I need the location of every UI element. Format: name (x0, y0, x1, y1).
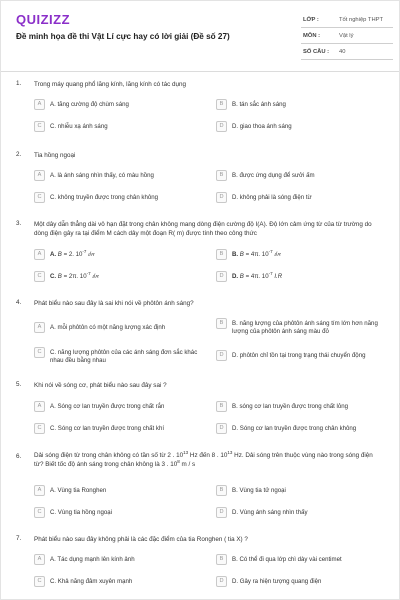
option-letter: C (34, 507, 45, 518)
option-text: B. được ứng dụng để sưởi ấm (232, 171, 315, 179)
option-text: B. năng lượng của phôtôn ánh sáng tím lớn hơn năng lượng của phôtôn ánh sáng màu đỏ (232, 319, 378, 335)
option-a[interactable] (34, 249, 204, 264)
option-letter: D (216, 350, 227, 361)
text-part: Hz. Dải sóng trên thuộc vùng nào trong sóng điện từ? Biết tốc độ ánh sáng trong chân không là 3 . 10 (34, 452, 373, 468)
option-prefix: B. (232, 250, 239, 258)
option-d[interactable] (216, 576, 386, 591)
option-letter: C (34, 192, 45, 203)
option-text: D. không phải là sóng điện từ (232, 193, 312, 201)
option-text: C. Sóng cơ lan truyền được trong chất khí (50, 424, 165, 432)
option-c[interactable] (34, 271, 204, 286)
option-c[interactable] (34, 507, 204, 522)
question-number: 3. (16, 220, 22, 227)
option-c[interactable] (34, 121, 204, 136)
option-c[interactable] (34, 192, 204, 207)
option-d[interactable] (216, 121, 386, 136)
formula-coef: 2 (68, 250, 73, 258)
option-b[interactable] (216, 485, 386, 500)
question-text: Trong máy quang phổ lăng kính, lăng kính có tác dụng (34, 81, 187, 88)
meta-value: 40 (339, 49, 346, 55)
option-d[interactable] (216, 350, 386, 365)
meta-label: LỚP : (303, 17, 319, 23)
option-text: C. nhiễu xạ ánh sáng (50, 122, 108, 130)
text-exponent: 13 (227, 449, 233, 455)
formula-den: R (277, 252, 281, 258)
option-prefix: C. (50, 272, 57, 280)
option-a[interactable] (34, 322, 204, 337)
option-letter: B (216, 99, 227, 110)
option-letter: C (34, 121, 45, 132)
question-number: 7. (16, 535, 22, 542)
option-letter: B (216, 170, 227, 181)
question-text: Phát biểu nào sau đây không phải là các đặc điểm của tia Ronghen ( tia X) ? (34, 536, 248, 543)
question-text: Tia hồng ngoại (34, 152, 76, 159)
option-text: D. Gây ra hiện tượng quang điện (232, 577, 322, 585)
option-letter: C (34, 576, 45, 587)
meta-row-class (301, 12, 393, 28)
option-letter: B (216, 318, 227, 329)
option-letter: A (34, 554, 45, 565)
option-text: A. Sóng cơ lan truyền được trong chất rắn (50, 402, 165, 410)
meta-label: MÔN : (303, 33, 321, 39)
option-formula: B. B = 4π. $10^{-7}$ I/R (232, 248, 281, 258)
text-exponent: 13 (183, 449, 189, 455)
option-text: C. Vùng tia hồng ngoại (50, 508, 112, 516)
question-number: 6. (16, 453, 22, 460)
option-d[interactable] (216, 507, 386, 522)
option-text: A. Tác dụng mạnh lên kính ảnh (50, 555, 135, 563)
option-b[interactable] (216, 318, 386, 338)
option-d[interactable] (216, 271, 386, 286)
option-text: C. không truyền được trong chân không (50, 193, 159, 201)
option-a[interactable] (34, 99, 204, 114)
option-text: A. Vùng tia Ronghen (50, 486, 107, 494)
document-title: Đề minh họa đề thi Vật Lí cực hay có lời giải (Đề số 27) (16, 32, 230, 41)
option-prefix: A. (50, 250, 57, 258)
option-letter: B (216, 249, 227, 260)
formula-num: I (274, 252, 276, 258)
option-c[interactable] (34, 347, 204, 367)
header-divider (1, 71, 400, 72)
formula-exponent: -7 (268, 270, 273, 276)
option-c[interactable] (34, 423, 204, 438)
option-b[interactable] (216, 401, 386, 416)
option-text: B. sóng cơ lan truyền được trong chất lỏng (232, 402, 349, 410)
option-letter: D (216, 423, 227, 434)
option-letter: A (34, 249, 45, 260)
option-text: B. Vùng tia tử ngoại (232, 486, 286, 494)
meta-value: Vật lý (339, 33, 354, 39)
option-text: B. Có thể đi qua lớp chì dày vài centimet (232, 555, 342, 563)
text-part: m / s (179, 461, 196, 468)
option-letter: C (34, 423, 45, 434)
formula-coef: 2π (68, 272, 77, 280)
option-letter: D (216, 192, 227, 203)
option-text: C. năng lượng phôtôn của các ánh sáng đơn sắc khác nhau đều bằng nhau (50, 348, 198, 364)
option-letter: C (34, 271, 45, 282)
option-letter: A (34, 485, 45, 496)
option-c[interactable] (34, 576, 204, 591)
question-text (34, 451, 379, 469)
option-d[interactable] (216, 192, 386, 207)
question-text: Phát biểu nào sau đây là sai khi nói về phôtôn ánh sáng? (34, 300, 194, 307)
option-text: B. tán sắc ánh sáng (232, 100, 286, 108)
formula-lhs: B (57, 250, 62, 258)
option-b[interactable] (216, 249, 386, 264)
question-number: 4. (16, 299, 22, 306)
formula-coef: 4π (250, 272, 259, 280)
option-text: D. Sóng cơ lan truyền được trong chân không (232, 424, 357, 432)
question-number: 1. (16, 80, 22, 87)
option-d[interactable] (216, 423, 386, 438)
option-formula: A. B = 2. $10^{-7}$ I/R (50, 248, 95, 258)
text-part: Dải sóng điện từ trong chân không có tần số từ 2 . 10 (34, 452, 184, 459)
option-letter: D (216, 576, 227, 587)
option-letter: D (216, 271, 227, 282)
meta-value: Tốt nghiệp THPT (339, 17, 384, 23)
worksheet-header (1, 1, 400, 67)
option-a[interactable] (34, 170, 204, 185)
question-text: Một dây dẫn thẳng dài vô hạn đặt trong chân không mang dòng điện cường độ I(A). Độ lớn cảm ứng từ của từ trường do dòng điện gây ra tại điểm M cách dây một đoạn R( m) được tính theo công thức (34, 221, 372, 237)
option-text: D. phôtôn chỉ tồn tại trong trạng thái chuyển động (232, 351, 366, 359)
option-text: C. Khả năng đâm xuyên mạnh (50, 577, 133, 585)
meta-row-count (301, 44, 393, 60)
option-text: A. là ánh sáng nhìn thấy, có màu hồng (50, 171, 154, 179)
formula-den: R (91, 252, 95, 258)
formula-lhs: B (239, 250, 244, 258)
meta-info (301, 12, 393, 60)
question-number: 2. (16, 151, 22, 158)
option-letter: B (216, 485, 227, 496)
option-formula: D. B = 4π. $10^{-7}$ I.R (232, 270, 283, 280)
option-text: A. mỗi phôtôn có một năng lượng xác định (50, 323, 166, 331)
question-number: 5. (16, 381, 22, 388)
formula-den: R (95, 274, 99, 280)
meta-row-subject (301, 28, 393, 44)
option-text: A. tăng cường độ chùm sáng (50, 100, 129, 108)
formula-num: I (88, 252, 90, 258)
formula-lhs: B (57, 272, 62, 280)
formula-exponent: -7 (268, 248, 273, 254)
option-letter: B (216, 401, 227, 412)
formula-lhs: B (239, 272, 244, 280)
question-text: Khi nói về sóng cơ, phát biểu nào sau đây sai ? (34, 382, 167, 389)
option-letter: C (34, 347, 45, 358)
option-a[interactable] (34, 485, 204, 500)
option-a[interactable] (34, 554, 204, 569)
formula-exponent: -7 (86, 270, 91, 276)
option-letter: A (34, 401, 45, 412)
meta-label: SỐ CÂU : (303, 49, 330, 55)
option-b[interactable] (216, 554, 386, 569)
option-letter: B (216, 554, 227, 565)
formula-num: I (92, 274, 94, 280)
text-part: Hz đến 8 . 10 (188, 452, 228, 459)
formula-coef: 4π (250, 250, 259, 258)
option-letter: D (216, 507, 227, 518)
formula-tail: I.R (274, 272, 283, 280)
option-b[interactable] (216, 170, 386, 185)
option-text: D. Vùng ánh sáng nhìn thấy (232, 508, 308, 516)
quizizz-logo: QUIZIZZ (16, 12, 71, 27)
option-letter: A (34, 322, 45, 333)
option-b[interactable] (216, 99, 386, 114)
formula-exponent: -7 (82, 248, 87, 254)
option-formula: C. B = 2π. $10^{-7}$ I/R (50, 270, 99, 280)
option-prefix: D. (232, 272, 239, 280)
option-text: D. giao thoa ánh sáng (232, 122, 292, 130)
option-a[interactable] (34, 401, 204, 416)
option-letter: D (216, 121, 227, 132)
option-letter: A (34, 170, 45, 181)
option-letter: A (34, 99, 45, 110)
text-exponent: 8 (177, 458, 180, 464)
